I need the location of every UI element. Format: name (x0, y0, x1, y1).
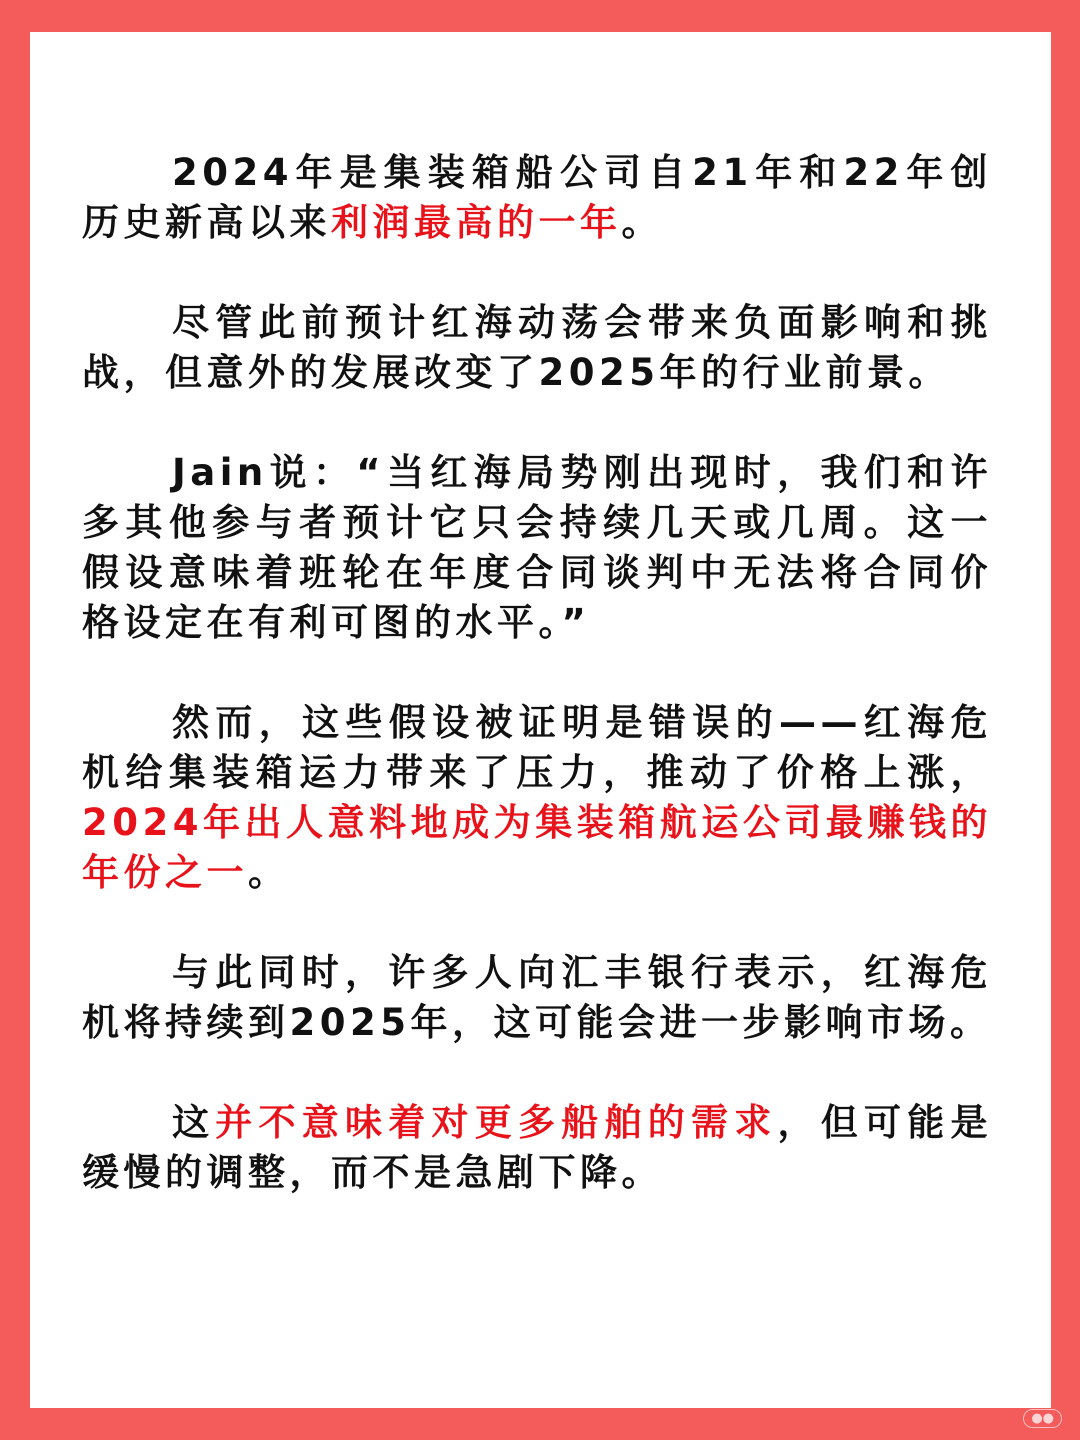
text-segment: 然而，这些假设被证明是错误的——红海危机给集装箱运力带来了压力，推动了价格上涨， (82, 701, 992, 794)
text-segment: 尽管此前预计红海动荡会带来负面影响和挑战，但意外的发展改变了2025年的行业前景。 (82, 301, 992, 394)
article-body (82, 148, 992, 1248)
article-card (30, 32, 1051, 1408)
text-segment: 这 (172, 1101, 216, 1144)
paragraph-2 (82, 298, 992, 398)
paragraph-1 (82, 148, 992, 248)
text-segment: ，但可能是缓慢的调整，而不是急剧下降。 (82, 1101, 992, 1194)
paragraph-4 (82, 698, 992, 898)
paragraph-5 (82, 948, 992, 1048)
text-segment: Jain说：“当红海局势刚出现时，我们和许多其他参与者预计它只会持续几天或几周。这一假设意味着班轮在年度合同谈判中无法将合同价格设定在有利可图的水平。” (82, 451, 992, 644)
text-segment: 。 (248, 851, 290, 894)
highlight-segment: 利润最高的一年 (331, 201, 622, 244)
xiaohongshu-logo-icon: ●● (1023, 1409, 1062, 1428)
highlight-segment: 并不意味着对更多船舶的需求 (215, 1101, 778, 1144)
highlight-segment: 2024年出人意料地成为集装箱航运公司最赚钱的年份之一 (82, 801, 992, 894)
text-segment: 与此同时，许多人向汇丰银行表示，红海危机将持续到2025年，这可能会进一步影响市场。 (82, 951, 992, 1044)
text-segment: 。 (621, 201, 663, 244)
paragraph-6 (82, 1098, 992, 1198)
paragraph-3 (82, 448, 992, 648)
text-segment: 2024年是集装箱船公司自21年和22年创历史新高以来 (82, 151, 992, 244)
